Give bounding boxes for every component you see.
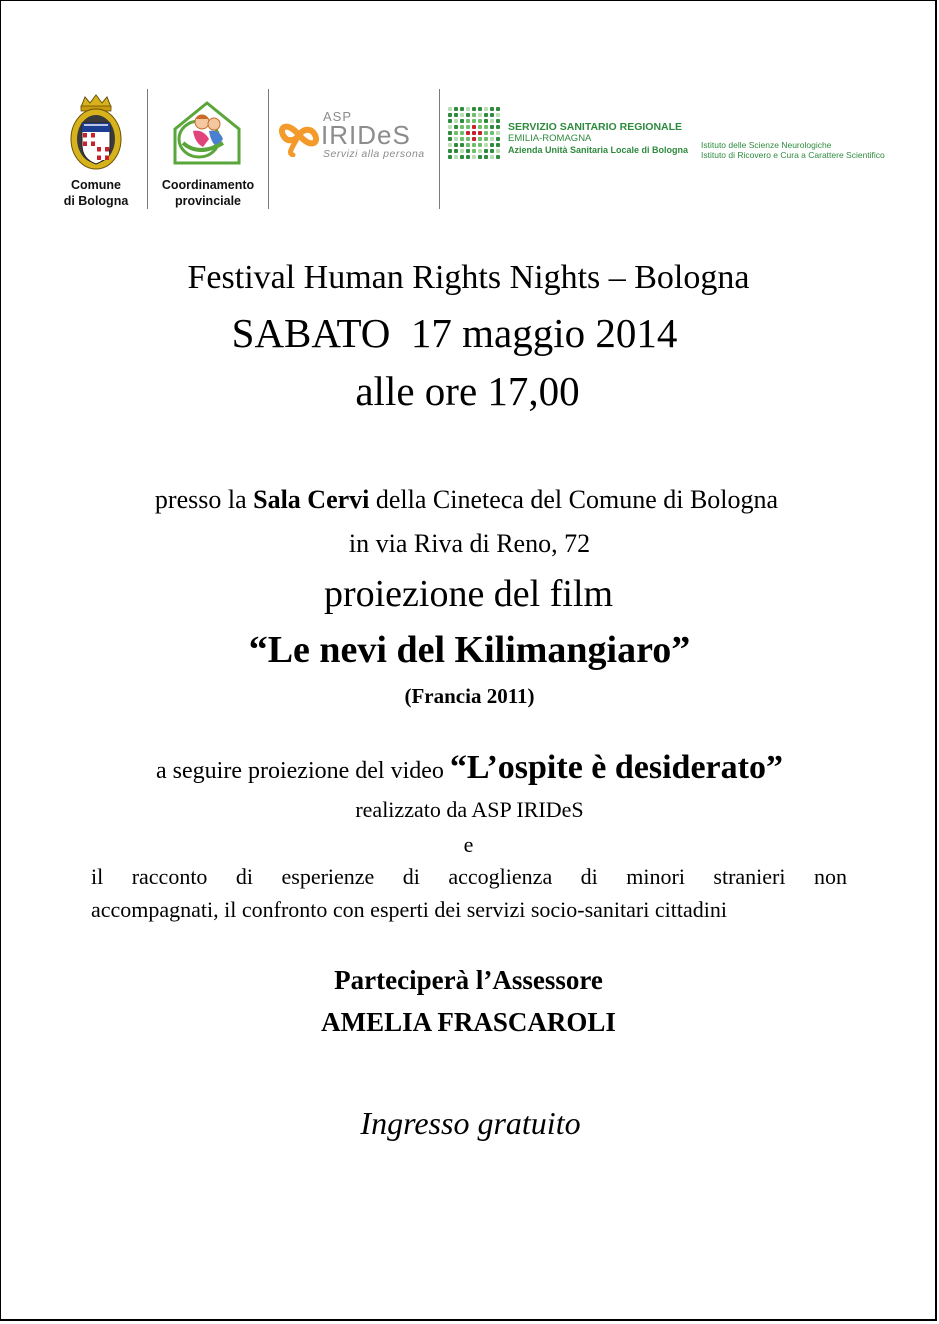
ssr-grid-dot: [454, 137, 458, 141]
ssr-grid-dot: [478, 119, 482, 123]
venue-suffix: della Cineteca del Comune di Bologna: [369, 485, 779, 514]
video-title: “L’ospite è desiderato”: [449, 749, 783, 786]
film-origin: (Francia 2011): [404, 684, 535, 708]
asp-tagline: Servizi alla persona: [323, 148, 425, 160]
ssr-grid-dot: [472, 149, 476, 153]
ssr-grid-dot: [478, 131, 482, 135]
participant-name: AMELIA FRASCAROLI: [321, 1007, 616, 1037]
logo-divider: [439, 89, 440, 209]
conjunction: e: [463, 832, 474, 857]
projection-label: proiezione del film: [323, 573, 614, 615]
ssr-grid-dot: [496, 125, 500, 129]
ssr-grid-dot: [478, 113, 482, 117]
ssr-dot-grid-icon: [448, 107, 500, 159]
venue-address: in via Riva di Reno, 72: [348, 529, 591, 558]
ssr-grid-dot: [460, 143, 464, 147]
ssr-grid-dot: [484, 155, 488, 159]
istituto-line2: Istituto di Ricovero e Cura a Carattere Scientifico: [701, 150, 885, 160]
istituto-line1: Istituto delle Scienze Neurologiche: [701, 140, 832, 150]
event-time: alle ore 17,00: [355, 368, 580, 414]
ssr-grid-dot: [472, 107, 476, 111]
story-word: stranieri: [713, 864, 786, 889]
ssr-grid-dot: [496, 119, 500, 123]
story-word: di: [402, 864, 420, 889]
asp-brand-name: IRIDeS: [321, 120, 411, 150]
ssr-grid-dot: [490, 119, 494, 123]
festival-title: Festival Human Rights Nights – Bologna: [187, 259, 750, 296]
ssr-grid-dot: [478, 125, 482, 129]
ssr-grid-dot: [460, 155, 464, 159]
irides-loop-icon: [277, 113, 321, 157]
ssr-grid-dot: [454, 143, 458, 147]
ssr-grid-dot: [454, 119, 458, 123]
children-house-icon: [169, 99, 245, 167]
ssr-grid-dot: [478, 149, 482, 153]
ssr-grid-dot: [496, 149, 500, 153]
ssr-grid-dot: [484, 125, 488, 129]
ssr-grid-dot: [490, 125, 494, 129]
entry-note: Ingresso gratuito: [360, 1105, 581, 1141]
ssr-grid-dot: [490, 131, 494, 135]
ssr-grid-dot: [454, 155, 458, 159]
ssr-grid-dot: [484, 149, 488, 153]
video-line: [0, 746, 939, 796]
ssr-grid-dot: [496, 107, 500, 111]
ssr-grid-dot: [472, 155, 476, 159]
ssr-grid-dot: [466, 113, 470, 117]
istituto-logo-text: [701, 140, 885, 160]
ssr-grid-dot: [472, 131, 476, 135]
ssr-grid-dot: [484, 113, 488, 117]
video-author: realizzato da ASP IRIDeS: [355, 797, 584, 822]
comune-logo-line1: Comune: [71, 178, 121, 192]
ssr-grid-dot: [454, 131, 458, 135]
participant-intro: Parteciperà l’Assessore: [334, 965, 603, 995]
ssr-grid-dot: [454, 107, 458, 111]
ssr-grid-dot: [460, 131, 464, 135]
ssr-grid-dot: [466, 131, 470, 135]
ssr-grid-dot: [466, 143, 470, 147]
ssr-grid-dot: [448, 137, 452, 141]
story-word: di: [235, 864, 254, 889]
ssr-grid-dot: [466, 155, 470, 159]
coordinamento-provinciale-logo: [151, 93, 265, 211]
ssr-grid-dot: [484, 119, 488, 123]
asp-small-label: ASP: [323, 109, 353, 124]
ssr-grid-dot: [472, 143, 476, 147]
story-word: esperienze: [281, 864, 375, 889]
ssr-grid-dot: [472, 137, 476, 141]
ssr-grid-dot: [490, 113, 494, 117]
bologna-crest-icon: [67, 93, 125, 173]
ssr-grid-dot: [448, 155, 452, 159]
ssr-grid-dot: [496, 155, 500, 159]
ssr-grid-dot: [484, 107, 488, 111]
ssr-grid-dot: [460, 113, 464, 117]
ssr-grid-dot: [484, 143, 488, 147]
ssr-grid-dot: [490, 137, 494, 141]
ssr-grid-dot: [496, 137, 500, 141]
story-word: il: [91, 864, 104, 889]
ssr-grid-dot: [448, 149, 452, 153]
ssr-grid-dot: [460, 149, 464, 153]
ssr-grid-dot: [460, 107, 464, 111]
story-word: accoglienza: [448, 864, 553, 889]
ssr-grid-dot: [448, 143, 452, 147]
comune-logo-line2: di Bologna: [63, 194, 129, 208]
asp-irides-logo: [275, 105, 435, 165]
ssr-grid-dot: [466, 137, 470, 141]
ssr-grid-dot: [490, 107, 494, 111]
ssr-grid-dot: [496, 113, 500, 117]
ssr-grid-dot: [448, 119, 452, 123]
story-line-1: [91, 863, 847, 891]
ssr-grid-dot: [484, 137, 488, 141]
logo-divider: [268, 89, 269, 209]
ssr-grid-dot: [466, 149, 470, 153]
comune-bologna-logo: [61, 93, 131, 211]
ssr-grid-dot: [478, 143, 482, 147]
ssr-grid-dot: [454, 125, 458, 129]
ssr-line1: SERVIZIO SANITARIO REGIONALE: [508, 121, 683, 133]
ssr-grid-dot: [490, 143, 494, 147]
coordinamento-logo-line1: Coordinamento: [161, 178, 255, 192]
ssr-grid-dot: [448, 125, 452, 129]
venue-name: Sala Cervi: [253, 485, 370, 514]
ssr-grid-dot: [490, 149, 494, 153]
ssr-grid-dot: [448, 107, 452, 111]
ssr-grid-dot: [466, 125, 470, 129]
story-word: racconto: [131, 864, 208, 889]
ssr-grid-dot: [490, 155, 494, 159]
ssr-grid-dot: [448, 131, 452, 135]
ssr-grid-dot: [478, 155, 482, 159]
video-prefix: a seguire proiezione del video: [156, 758, 450, 784]
ssr-grid-dot: [496, 143, 500, 147]
ssr-line3: Azienda Unità Sanitaria Locale di Bologna: [508, 145, 689, 155]
venue-prefix: presso la: [154, 485, 254, 514]
ssr-logo-text: [508, 121, 688, 156]
ssr-grid-dot: [460, 137, 464, 141]
logo-divider: [147, 89, 148, 209]
ssr-grid-dot: [448, 113, 452, 117]
film-title: “Le nevi del Kilimangiaro”: [248, 629, 691, 671]
ssr-grid-dot: [478, 137, 482, 141]
ssr-grid-dot: [472, 113, 476, 117]
venue-line: [0, 483, 936, 517]
ssr-grid-dot: [472, 119, 476, 123]
event-date: SABATO 17 maggio 2014: [231, 310, 678, 356]
ssr-grid-dot: [478, 107, 482, 111]
ssr-grid-dot: [460, 119, 464, 123]
story-line-2: accompagnati, il confronto con esperti dei servizi socio-sanitari cittadini: [91, 897, 727, 922]
ssr-line2: EMILIA-ROMAGNA: [508, 133, 592, 144]
ssr-grid-dot: [466, 119, 470, 123]
ssr-grid-dot: [460, 125, 464, 129]
story-word: di: [580, 864, 598, 889]
ssr-grid-dot: [484, 131, 488, 135]
ssr-grid-dot: [466, 107, 470, 111]
story-word: minori: [626, 864, 685, 889]
ssr-grid-dot: [472, 125, 476, 129]
coordinamento-logo-line2: provinciale: [175, 194, 241, 208]
ssr-grid-dot: [496, 131, 500, 135]
ssr-grid-dot: [454, 113, 458, 117]
ssr-grid-dot: [454, 149, 458, 153]
story-word: non: [813, 864, 847, 889]
